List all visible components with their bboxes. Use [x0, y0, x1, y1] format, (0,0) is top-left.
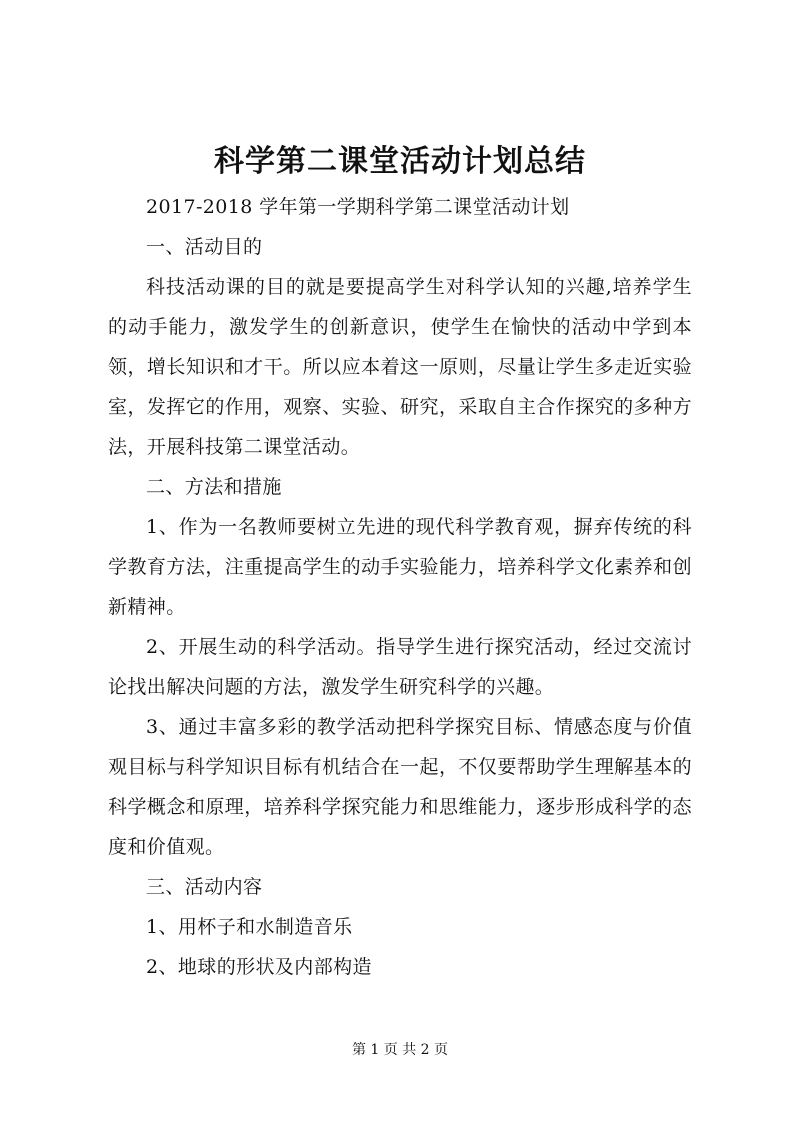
page-number-label: 第 1 页 共 2 页	[351, 1042, 449, 1058]
section-heading-purpose: 一、活动目的	[146, 236, 263, 258]
content-item-1: 1、用杯子和水制造音乐	[146, 916, 353, 938]
paragraph-subtitle: 2017-2018 学年第一学期科学第二课堂活动计划	[146, 196, 570, 218]
page-footer	[0, 1040, 800, 1060]
document-title: 科学第二课堂活动计划总结	[214, 144, 586, 179]
paragraph-method-3: 3、通过丰富多彩的教学活动把科学探究目标、情感态度与价值观目标与科学知识目标有机结合在一起，不仅要帮助学生理解基本的科学概念和原理，培养科学探究能力和思维能力，逐步形成科学的态度和价值观。	[108, 716, 692, 858]
paragraph-method-1: 1、作为一名教师要树立先进的现代科学教育观，摒弃传统的科学教育方法，注重提高学生的动手实验能力，培养科学文化素养和创新精神。	[108, 516, 692, 618]
paragraph-purpose: 科技活动课的目的就是要提高学生对科学认知的兴趣,培养学生的动手能力，激发学生的创新意识，使学生在愉快的活动中学到本领，增长知识和才干。所以应本着这一原则，尽量让学生多走近实验室，发挥它的作用，观察、实验、研究，采取自主合作探究的多种方法，开展科技第二课堂活动。	[108, 276, 692, 458]
content-item-2: 2、地球的形状及内部构造	[146, 956, 372, 978]
document-body	[108, 187, 692, 987]
paragraph-method-2: 2、开展生动的科学活动。指导学生进行探究活动，经过交流讨论找出解决问题的方法，激发学生研究科学的兴趣。	[108, 636, 692, 698]
section-heading-content: 三、活动内容	[146, 876, 263, 898]
section-heading-methods: 二、方法和措施	[146, 476, 282, 498]
